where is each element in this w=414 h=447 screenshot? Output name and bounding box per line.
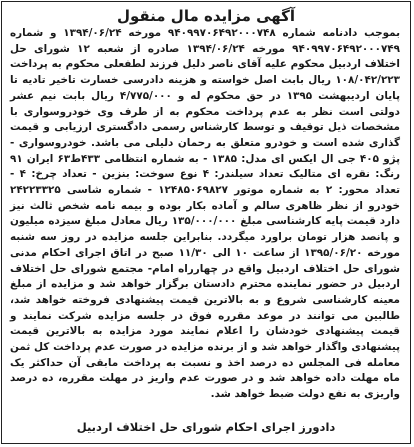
notice-body: بموجب دادنامه شماره ۹۴۰۹۹۷۰۶۴۹۲۰۰۰۷۴۸ مورخه ۱۳۹۴/۰۶/۲۴ و شماره ۹۴۰۹۹۷۰۶۴۹۲۰۰۰۷۴۹ مورخه ۱۳۹۴/۰۶/۲۴ صادره از شعبه ۱۲ شورای حل اختلاف اردبیل محکوم علیه آقای ناصر دلیل فرزند لطفعلی محکوم به پرداخت ۱۰۸/۰۴۲/۲۲۳ ریال بابت اصل خواسته و هزینه دادرسی خسارت تاخیر تادیه تا پایان اردیبهشت ۱۳۹۵ در حق محکوم له و ۴/۷۷۵/۰۰۰ ریال بابت نیم عشر دولتی است نظر به عدم پرداخت محکوم به از طرف وی خودروسواری با مشخصات ذیل توقیف و توسط کارشناس رسمی دادگستری ارزیابی و قیمت گذاری شده است و خودرو متعلق به رحمان دلیلی می باشد. خودروسواری - پژو ۴۰۵ جی ال ایکس ای مدل: ۱۳۸۵ - به شماره انتظامی ۴۳۳ط۶۳ ایران ۹۱ رنگ: نقره ای متالیک تعداد سیلندر: ۴ نوع سوخت: بنزین - تعداد چرخ: ۴ - تعداد محور: ۲ به شماره موتور ۱۲۴۸۵۰۶۹۸۲۷ - شماره شاسی ۲۴۲۲۳۳۲۵ خودرو از نظر ظاهری سالم و آماده بکار بوده و بیمه نامه شخص ثالث نیز دارد قیمت پایه کارشناسی مبلغ ۱۳۵/۰۰۰/۰۰۰ ریال معادل مبلغ سیزده میلیون و پانصد هزار تومان براورد میگردد. بنابراین جلسه مزایده در روز سه شنبه مورخه ۱۳۹۵/۰۶/۲۰ از ساعت ۱۰ الی ۱۱/۳۰ صبح در اتاق اجرای احکام مدنی شورای حل اختلاف اردبیل واقع در چهارراه امام- مجتمع شورای حل اختلاف اردبیل در حضور نماینده محترم دادستان برگزار خواهد شد و مزایده از مبلغ معینه کارشناسی شروع و به بالاترین قیمت پیشنهادی فروخته خواهد شد، طالبین می توانند در موعد مقرره فوق در جلسه مزایده شرکت نمایند و قیمت پیشنهادی خودشان را اعلام نمایند مورد مزایده به بالاترین قیمت پیشنهادی واگذار خواهد شد و از برنده مزایده در صورت عدم پرداخت کل ثمن معامله فی المجلس ده درصد اخذ و نسبت به پرداخت مابقی آن حداکثر یک ماه مهلت داده خواهد شد و در صورت عدم واریز در مهلت مقرره، ده درصد واریزی به نفع دولت ضبط خواهد شد. — [10, 27, 401, 401]
notice-signature: دادورز اجرای احکام شورای حل اختلاف اردبیل — [76, 420, 336, 434]
auction-notice — [1, 1, 411, 444]
notice-title: آگهی مزایده مال منقول — [116, 7, 296, 25]
